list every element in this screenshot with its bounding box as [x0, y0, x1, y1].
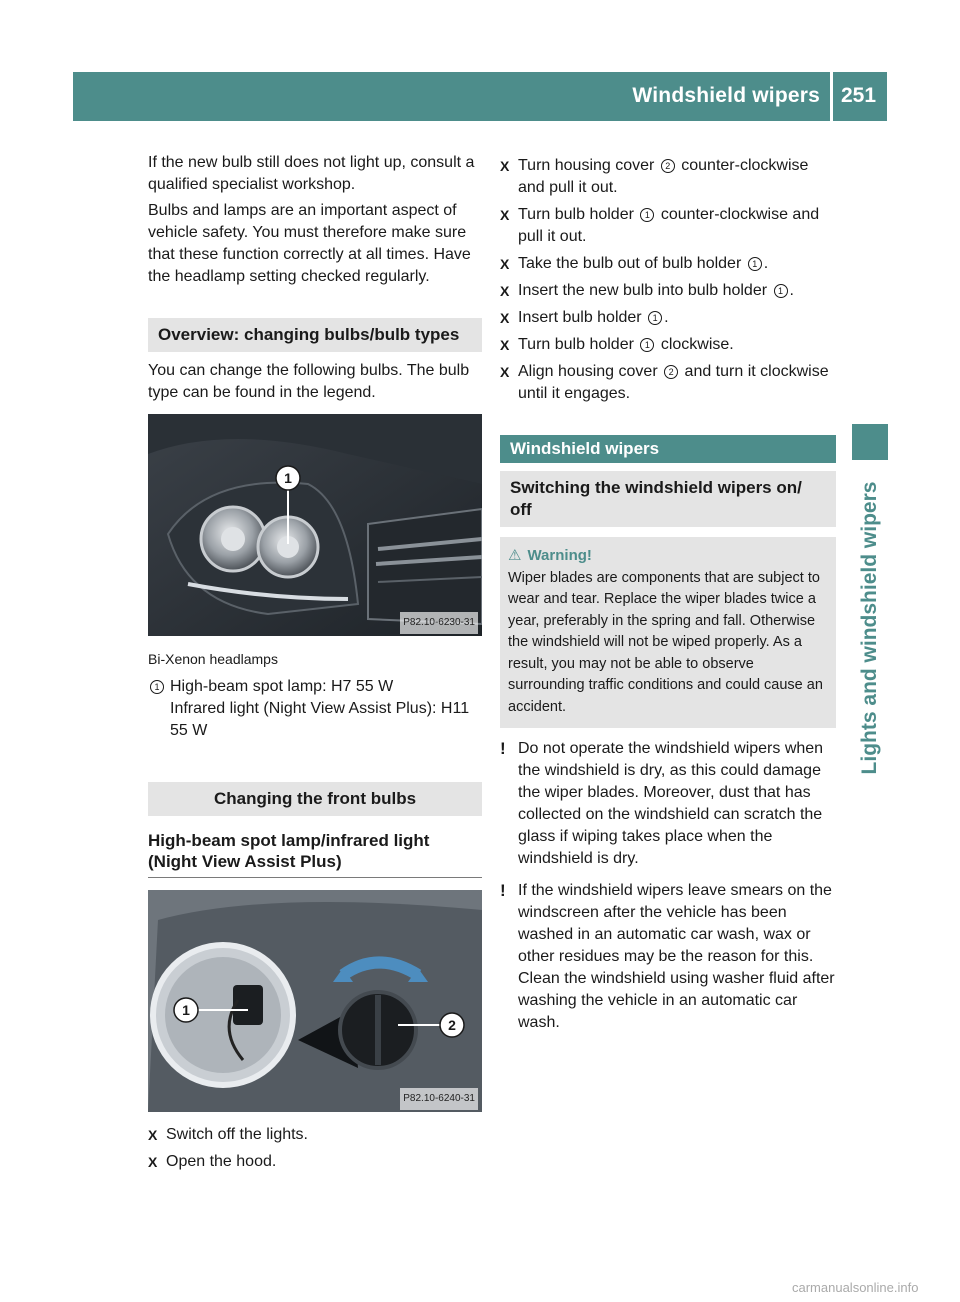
photo-marker-1: 1 — [284, 470, 292, 486]
step-text: Turn bulb holder — [518, 336, 639, 353]
chapter-tab — [852, 424, 888, 460]
step-item — [148, 1151, 482, 1173]
callout-number: 1 — [648, 311, 662, 325]
warning-box — [500, 537, 836, 728]
step-text: and turn it clockwise until it engages. — [518, 363, 829, 402]
step-text: clockwise. — [656, 336, 734, 353]
step-marker-icon: X — [500, 158, 510, 174]
step-item — [500, 307, 836, 329]
callout-number: 1 — [640, 208, 654, 222]
warning-text: Wiper blades are components that are subject to wear and tear. Replace the wiper blades twice a year, preferably in the spring and fall. Otherwise the windshield will not be wiped properly. As a result, you may not be able to observe surrounding traffic conditions and could cause an accident. — [508, 569, 823, 715]
note-icon: ! — [500, 881, 506, 900]
page-number: 251 — [841, 84, 877, 107]
step-item — [148, 1124, 482, 1146]
legend-line-1: High-beam spot lamp: H7 55 W — [170, 678, 394, 695]
photo-reference-code: P82.10-6240-31 — [400, 1088, 478, 1110]
step-item — [500, 155, 836, 199]
callout-number: 2 — [661, 159, 675, 173]
legend-line-2: Infrared light (Night View Assist Plus): H11 55 W — [170, 700, 470, 739]
note-1-text: Do not operate the windshield wipers when the windshield is dry, as this could damage the wiper blades. Moreover, dust that has collected on the windshield can scratch the glass if wiping takes place when the windshield is dry. — [518, 740, 824, 867]
photo-reference-code: P82.10-6230-31 — [400, 612, 478, 634]
intro-paragraph-1: If the new bulb still does not light up, consult a qualified specialist workshop. — [148, 154, 475, 193]
headlamp-photo — [148, 414, 482, 636]
step-text: Insert the new bulb into bulb holder — [518, 282, 772, 299]
right-step-list — [500, 155, 836, 405]
header-separator — [830, 72, 833, 121]
step-marker-icon: X — [148, 1154, 158, 1170]
step-marker-icon: X — [500, 207, 510, 223]
callout-number: 1 — [774, 284, 788, 298]
step-text: Align housing cover — [518, 363, 663, 380]
windshield-wipers-heading: Windshield wipers — [500, 435, 836, 463]
step-marker-icon: X — [500, 364, 510, 380]
step-text: . — [664, 309, 669, 326]
step-item — [500, 334, 836, 356]
switching-wipers-heading: Switching the windshield wipers on/ off — [500, 471, 836, 527]
callout-number: 1 — [748, 257, 762, 271]
note-icon: ! — [500, 739, 506, 758]
step-text: Turn housing cover — [518, 157, 659, 174]
step-text: Insert bulb holder — [518, 309, 647, 326]
headlamp-housing-photo — [148, 890, 482, 1112]
step-item — [500, 253, 836, 275]
legend-item — [148, 676, 482, 742]
photo-caption: Bi-Xenon headlamps — [148, 651, 278, 667]
left-step-list — [148, 1124, 482, 1173]
high-beam-subheading: High-beam spot lamp/infrared light (Night View Assist Plus) — [148, 830, 482, 878]
note-1 — [500, 738, 836, 870]
intro-paragraph-2: Bulbs and lamps are an important aspect of vehicle safety. You must therefore make sure that these function correctly at all times. Have the headlamp setting checked regularly. — [148, 202, 471, 285]
step-item — [500, 361, 836, 405]
step-text: counter-clockwise and pull it out. — [518, 206, 820, 245]
step-marker-icon: X — [500, 310, 510, 326]
step-text: Switch off the lights. — [166, 1126, 308, 1143]
step-text: . — [763, 255, 769, 272]
chapter-label: Lights and windshield wipers — [858, 481, 881, 775]
step-marker-icon: X — [500, 256, 510, 272]
step-text: counter-clockwise and pull it out. — [518, 157, 809, 196]
step-text: . — [789, 282, 794, 299]
photo-marker-1: 1 — [182, 1002, 190, 1018]
warning-triangle-icon: ⚠ — [508, 547, 522, 564]
changing-front-bulbs-heading: Changing the front bulbs — [148, 782, 482, 816]
step-text: Open the hood. — [166, 1153, 277, 1170]
overview-text: You can change the following bulbs. The bulb type can be found in the legend. — [148, 362, 470, 401]
page-title: Windshield wipers — [632, 84, 820, 107]
note-2-text: If the windshield wipers leave smears on the windscreen after the vehicle has been washed in an automatic car wash, wax or other residues may be the reason for this. Clean the windshield using washer fluid after washing the vehicle in an automatic car wash. — [518, 882, 835, 1031]
step-marker-icon: X — [500, 283, 510, 299]
callout-number: 1 — [640, 338, 654, 352]
callout-number: 2 — [664, 365, 678, 379]
step-text: Turn bulb holder — [518, 206, 639, 223]
legend-number: 1 — [150, 680, 164, 694]
right-column — [500, 155, 836, 1034]
left-column — [148, 152, 482, 1178]
warning-title: Warning! — [527, 547, 592, 564]
step-text: Take the bulb out of bulb holder — [518, 255, 746, 272]
step-item — [500, 280, 836, 302]
step-marker-icon: X — [500, 337, 510, 353]
step-item — [500, 204, 836, 248]
note-2 — [500, 880, 836, 1034]
step-marker-icon: X — [148, 1127, 158, 1143]
photo-marker-2: 2 — [448, 1017, 456, 1033]
overview-heading: Overview: changing bulbs/bulb types — [148, 318, 482, 352]
footer-url: carmanualsonline.info — [792, 1280, 919, 1295]
